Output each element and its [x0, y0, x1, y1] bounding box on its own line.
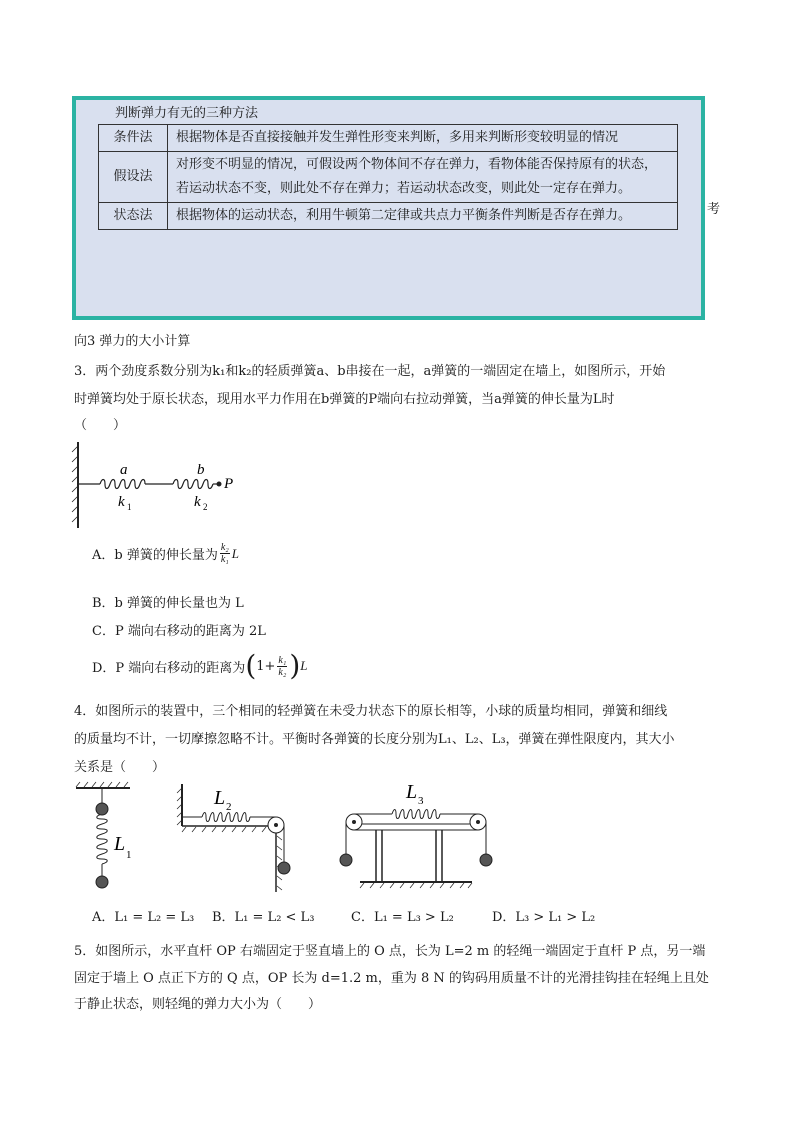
section-heading: 向3 弹力的大小计算 — [74, 334, 191, 349]
method-desc: 根据物体的运动状态，利用牛顿第二定律或共点力平衡条件判断是否存在弹力。 — [168, 203, 678, 230]
q3-option-d[interactable]: D．P 端向右移动的距离为 ( 1+ $\frac{\text{k₁}}{\text{k₂}}$ ) L — [92, 649, 308, 682]
spring-a-label: a — [120, 462, 128, 478]
option-a-var: L — [231, 545, 239, 561]
l2-label: L — [214, 787, 226, 809]
q4-option-a[interactable]: A．L₁ = L₂ = L₃ — [92, 910, 195, 925]
k2-label: k — [194, 494, 201, 510]
q4-line2: 的质量均不计，一切摩擦忽略不计。平衡时各弹簧的长度分别为L₁、L₂、L₃，弹簧在弹性限度内，其大小 — [74, 732, 675, 747]
q4-figure-hanging — [70, 780, 160, 900]
l3-label: L — [406, 781, 418, 803]
fraction-denominator: k₂ — [278, 666, 287, 678]
method-name: 条件法 — [99, 125, 168, 152]
k1-subscript: 1 — [127, 502, 132, 512]
ball-top — [96, 803, 108, 815]
q3-line3: （ ） — [74, 418, 127, 433]
q4-option-c[interactable]: C．L₁ = L₃ > L₂ — [351, 910, 454, 925]
method-desc: 根据物体是否直接接触并发生弹性形变来判断，多用来判断形变较明显的情况 — [168, 125, 678, 152]
methods-table — [98, 124, 678, 230]
q4-figure-table — [332, 778, 502, 900]
method-box-title: 判断弹力有无的三种方法 — [115, 106, 259, 121]
q3-line2: 时弹簧均处于原长状态，现用水平力作用在b弹簧的P端向右拉动弹簧，当a弹簧的伸长量为L时 — [74, 392, 615, 407]
q4-figure-pulley — [176, 780, 296, 900]
q4-option-b[interactable]: B．L₁ = L₂ < L₃ — [212, 910, 315, 925]
q5-line1: 5．如图所示，水平直杆 OP 右端固定于竖直墙上的 O 点，长为 L=2 m 的轻绳一端固定于直杆 P 点，另一端 — [74, 944, 706, 959]
q5-line2: 固定于墙上 O 点正下方的 Q 点，OP 长为 d=1.2 m，重为 8 N 的钩码用质量不计的光滑挂钩挂在轻绳上且处 — [74, 971, 709, 986]
fraction-numerator: k₁ — [278, 654, 287, 666]
l1-subscript: 1 — [126, 849, 132, 861]
table-row — [99, 203, 678, 230]
l3-subscript: 3 — [418, 795, 424, 807]
q3-spring-figure — [70, 438, 250, 530]
option-d-text: D．P 端向右移动的距离为 — [92, 660, 246, 676]
method-desc: 对形变不明显的情况，可假设两个物体间不存在弹力，看物体能否保持原有的状态，若运动状态不变，则此处不存在弹力；若运动状态改变，则此处一定存在弹力。 — [168, 152, 678, 203]
q3-line1: 3．两个劲度系数分别为k₁和k₂的轻质弹簧a、b串接在一起，a弹簧的一端固定在墙上，如图所示，开始 — [74, 364, 666, 379]
fraction-denominator: k₁ — [220, 554, 229, 565]
fraction-numerator: k₂ — [220, 542, 229, 553]
q4-line1: 4．如图所示的装置中，三个相同的轻弹簧在未受力状态下的原长相等，小球的质量均相同，弹簧和细线 — [74, 704, 668, 719]
method-name: 状态法 — [99, 203, 168, 230]
fraction — [220, 542, 230, 565]
ball-right — [480, 854, 492, 866]
k2-subscript: 2 — [203, 502, 208, 512]
q5-line3: 于静止状态，则轻绳的弹力大小为（ ） — [74, 997, 322, 1012]
q4-line3: 关系是（ ） — [74, 760, 166, 775]
option-a-text: A．b 弹簧的伸长量为 — [92, 548, 218, 563]
method-name: 假设法 — [99, 152, 168, 203]
table-row — [99, 152, 678, 203]
l2-subscript: 2 — [226, 801, 232, 813]
ball-bottom — [96, 876, 108, 888]
table-row — [99, 125, 678, 152]
q4-option-d[interactable]: D．L₃ > L₁ > L₂ — [492, 910, 596, 925]
q3-option-c[interactable]: C．P 端向右移动的距离为 2L — [92, 624, 266, 639]
l1-label: L — [114, 833, 126, 855]
option-d-var: L — [300, 658, 308, 673]
k1-label: k — [118, 494, 125, 510]
side-char: 考 — [707, 202, 721, 217]
ball-left — [340, 854, 352, 866]
point-p-label: P — [224, 476, 234, 492]
q3-option-b[interactable]: B．b 弹簧的伸长量也为 L — [92, 596, 244, 611]
q3-option-a[interactable] — [92, 542, 239, 565]
option-d-one: 1+ — [256, 658, 276, 674]
fraction — [277, 655, 287, 678]
point-p-dot — [217, 482, 222, 487]
hanging-ball — [278, 862, 290, 874]
spring-b-label: b — [197, 462, 205, 478]
